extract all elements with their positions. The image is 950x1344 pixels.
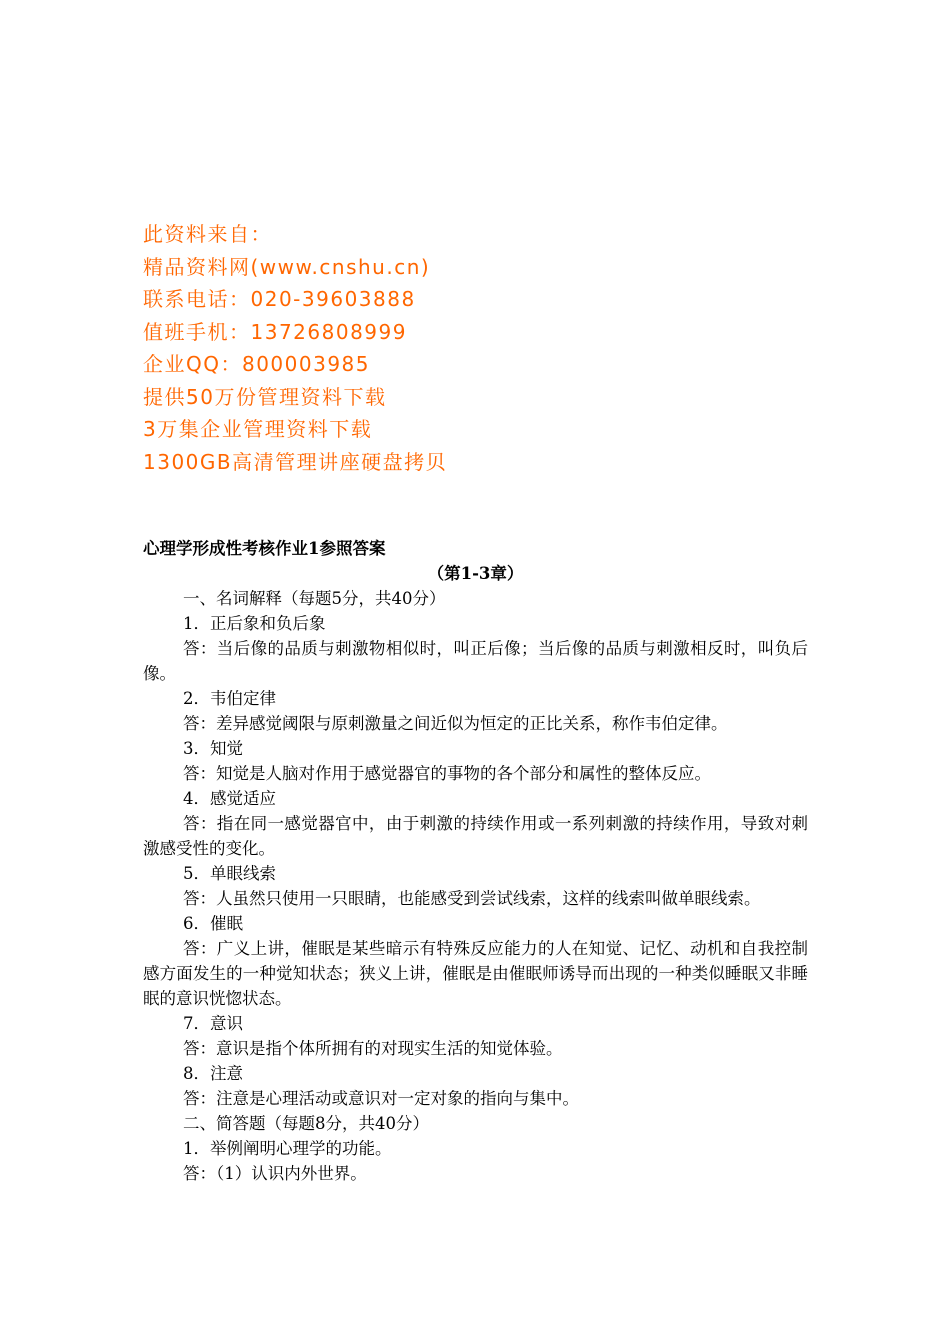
term-heading: 7．意识 bbox=[183, 1014, 243, 1033]
ad-line-offer-3: 1300GB高清管理讲座硬盘拷贝 bbox=[143, 449, 448, 474]
question-heading: 1．举例阐明心理学的功能。 bbox=[183, 1139, 392, 1158]
document-subtitle: （第1-3章） bbox=[427, 564, 524, 583]
term-heading: 6．催眠 bbox=[183, 914, 243, 933]
term-answer: 答：知觉是人脑对作用于感觉器官的事物的各个部分和属性的整体反应。 bbox=[183, 764, 711, 783]
section-heading: 二、简答题（每题8分，共40分） bbox=[183, 1114, 429, 1133]
source-ad-block bbox=[143, 218, 843, 478]
section-heading: 一、名词解释（每题5分，共40分） bbox=[183, 589, 446, 608]
ad-line-offer-2: 3万集企业管理资料下载 bbox=[143, 417, 373, 441]
term-heading: 8．注意 bbox=[183, 1064, 243, 1083]
ad-line-mobile: 值班手机：13726808999 bbox=[143, 319, 407, 344]
ad-line-website: 精品资料网(www.cnshu.cn) bbox=[143, 254, 431, 279]
document-body bbox=[143, 536, 808, 1186]
term-heading: 3．知觉 bbox=[183, 739, 243, 758]
term-answer: 答：注意是心理活动或意识对一定对象的指向与集中。 bbox=[183, 1089, 579, 1108]
term-answer: 答：人虽然只使用一只眼睛，也能感受到尝试线索，这样的线索叫做单眼线索。 bbox=[183, 889, 761, 908]
ad-line-offer-1: 提供50万份管理资料下载 bbox=[143, 384, 387, 409]
term-heading: 2．韦伯定律 bbox=[183, 689, 276, 708]
term-heading: 4．感觉适应 bbox=[183, 789, 276, 808]
document-title: 心理学形成性考核作业1参照答案 bbox=[143, 539, 386, 558]
term-answer: 答：意识是指个体所拥有的对现实生活的知觉体验。 bbox=[183, 1039, 563, 1058]
question-answer: 答：（1）认识内外世界。 bbox=[183, 1164, 367, 1183]
ad-line-phone: 联系电话：020-39603888 bbox=[143, 287, 416, 311]
term-answer: 答：广义上讲，催眠是某些暗示有特殊反应能力的人在知觉、记忆、动机和自我控制感方面发生的一种觉知状态；狭义上讲，催眠是由催眠师诱导而出现的一种类似睡眠又非睡眠的意识恍惚状态。 bbox=[143, 939, 808, 1008]
term-answer: 答：当后像的品质与刺激物相似时，叫正后像；当后像的品质与刺激相反时，叫负后像。 bbox=[143, 639, 808, 683]
term-answer: 答：指在同一感觉器官中，由于刺激的持续作用或一系列刺激的持续作用，导致对刺激感受性的变化。 bbox=[143, 814, 808, 858]
ad-line-source: 此资料来自： bbox=[143, 222, 272, 246]
term-heading: 5．单眼线索 bbox=[183, 864, 276, 883]
term-heading: 1．正后象和负后象 bbox=[183, 614, 326, 633]
ad-line-qq: 企业QQ：800003985 bbox=[143, 352, 371, 376]
term-answer: 答：差异感觉阈限与原刺激量之间近似为恒定的正比关系，称作韦伯定律。 bbox=[183, 714, 728, 733]
